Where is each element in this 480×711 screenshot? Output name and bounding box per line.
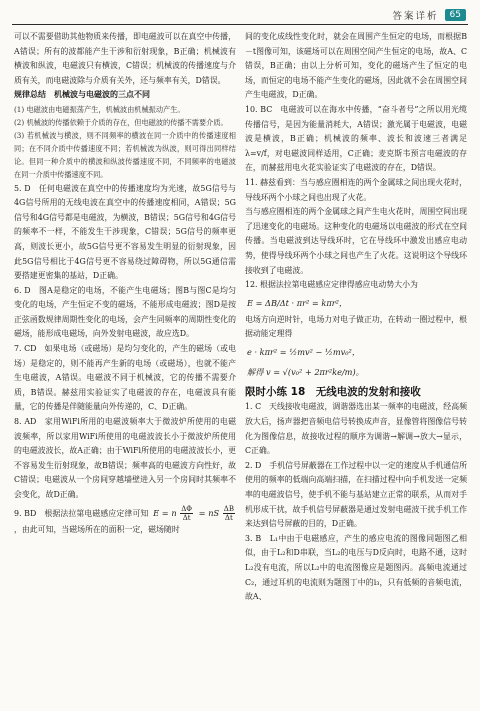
header-label: 答案详析 [392,11,439,22]
page-number-badge: 65 [445,9,466,21]
fraction-dphi-dt: $\frac{\Delta\Phi}{\Delta t}$ [181,505,193,523]
answer-9 [14,503,236,538]
unit-answer-3: 3. B L₁中由于电磁感应，产生的感应电流的图像同题图乙相似，由于L₂和D串联，当L₂的电压与D反向时，电路不通，这时L₂没有电流，所以L₂中的电流图像应是题图丙。高频电流通过C₂，通过耳机的电流则为题图丁中的i₃，只有低频的音频电流，故A、 [245,533,467,602]
paragraph-continuation: 可以不需要借助其他物质来传播，即电磁波可以在真空中传播，A错误；所有的波都能产生干涉和衍射现象，B正确；机械波有横波和纵波，电磁波只有横波，C错误；机械波的传播速度与介质有关，而电磁波除与介质有关外，还与频率有关，D错误。 [14,32,236,85]
rule-item-3: (3) 若机械波与横波，则不同频率的横波在同一介质中的传播速度相同；在不同介质中传播速度不同；若机械波为纵波，则可得出同样结论。但同一种介质中的横波和纵波传播速度不同，不同频率的电磁波在同一介质中传播速度不同。 [14,131,236,180]
unit-answer-2: 2. D 手机信号屏蔽器在工作过程中以一定的速度从手机通信所使用的频率的低端向高端扫描，在扫描过程中向手机发送一定频率的电磁波信号，使手机不能与基站建立正常的联系，从而对手机形成干扰，故手机信号屏蔽器是通过发射电磁波干扰手机工作来达到信号屏蔽的目的，D正确。 [245,460,467,529]
rule-item-2: (2) 机械波的传播依赖于介质的存在，但电磁波的传播不需要介质。 [14,118,228,128]
formula-solution: 解得 v = √(v₀² + 2πr²ke/m)。 [247,366,364,377]
unit-title: 限时小练 18 无线电波的发射和接收 [245,385,421,398]
unit-answer-1: 1. C 天线接收电磁波，调谐器选出某一频率的电磁波，经高频放大后，扬声器把音频电信号转换成声音，显像管将图像信号转化为图像信息，故接收过程的顺序为调谐→解调→放大→显示，C正确。 [245,402,467,456]
answer-8: 8. AD 家用WiFi所用的电磁波频率大于微波炉所使用的电磁波频率，所以家用WiFi所使用的电磁波波长小于微波炉所使用的电磁波波长，故A正确；由于WiFi所使用的电磁波波长小，更不容易发生衍射现象，故B错误；频率高的电磁波方向性好，故C错误；电磁波从一个房间穿越墙壁进入另一个房间时其频率不会变化，故D正确。 [14,417,236,499]
answer-12: 12. 根据法拉第电磁感应定律得感应电动势大小为 [245,280,418,290]
header-divider [12,24,468,25]
answer-6: 6. D 图A是稳定的电场，不能产生电磁场；图B与图C是均匀变化的电场，产生恒定不变的磁场，不能形成电磁波；图D是按正弦函数规律周期性变化的电场，会产生同频率的周期性变化的磁场，能形成电磁场，向外发射电磁波，故应选D。 [14,285,236,339]
answer-9-lead: 9. BD 根据法拉第电磁感应定律可知 [14,508,149,518]
formula-induced-emf: E = ΔB/Δt · πr² = kπr²， [247,297,348,308]
page-header [393,8,466,22]
answer-11: 11. 赫兹看到：当与感应圈相连的两个金属球之间出现火花时，导线环两个小球之间也出现了火花。 [245,177,467,202]
answer-9-continued: 间的变化成线性变化时，就会在周围产生恒定的电场，而根据B－t图像可知，该磁场可以在周围空间产生恒定的电场，故A、C错误，B正确；由以上分析可知，变化的磁场产生了恒定的电场，而恒定的电场不能产生变化的磁场，因此就不会在周围空间产生电磁波，D正确。 [245,32,467,100]
fraction-db-dt: $\frac{\Delta B}{\Delta t}$ [223,505,234,523]
rule-summary-title: 规律总结 机械波与电磁波的三点不同 [14,90,150,100]
answer-5: 5. D 任何电磁波在真空中的传播速度均为光速，故5G信号与4G信号所用的无线电波在真空中的传播速度相同，A错误；5G信号和4G信号都是电磁波，为横波，B错误；5G信号和4G信号的频率不一样，不能发生干涉现象，C错误；5G信号的频率更高，则波长更小，故5G信号更不容易发生明显的衍射现象，因此5G信号相比于4G信号更不容易绕过障碍物，所以5G通信需要搭建更密集的基站，D正确。 [14,183,236,281]
answer-11-explanation: 当与感应圈相连的两个金属球之间产生电火花时，周围空间出现了迅速变化的电磁场。这种变化的电磁场以电磁波的形式在空间传播。当电磁波到达导线环时，它在导线环中激发出感应电动势，使得导线环两个小球之间也产生了火花。这说明这个导线环接收到了电磁波。 [245,207,467,275]
formula-emf-b: = nS [198,507,220,518]
formula-emf-a: E = n [153,507,177,518]
answer-9-tail: ，由此可知，当磁场所在的面积一定，磁场随时 [14,524,180,534]
formula-work-energy: e · kπr² = ½mv² − ½mv₀²， [247,346,361,357]
answer-10: 10. BC 电磁波可以在海水中传播，“奋斗者号”之所以用光缆传播信号，是因为能量消耗大，A错误；激光属于电磁波，电磁波是横波，B正确；机械波的频率、波长和波速三者满足λ=v/f，对电磁波同样适用，C正确；麦克斯韦预言电磁波的存在，而赫兹用电火花实验证实了电磁波的存在，D错误。 [245,104,467,173]
left-column [14,30,236,537]
answer-7: 7. CD 如果电场（或磁场）是均匀变化的，产生的磁场（或电场）是稳定的，则不能再产生新的电场（或磁场），也就不能产生电磁波，A错误。电磁波不同于机械波，它的传播不需要介质，B错误。赫兹用实验证实了电磁波的存在，电磁波具有能量，它的传播是伴随能量向外传递的，C、D正确。 [14,344,236,412]
right-column [245,30,467,605]
answer-12-text: 电场方向逆时针，电场力对电子做正功，在转动一圈过程中，根据动能定理得 [245,314,467,339]
rule-item-1: (1) 电磁波由电磁振荡产生，机械波由机械振动产生。 [14,104,185,114]
